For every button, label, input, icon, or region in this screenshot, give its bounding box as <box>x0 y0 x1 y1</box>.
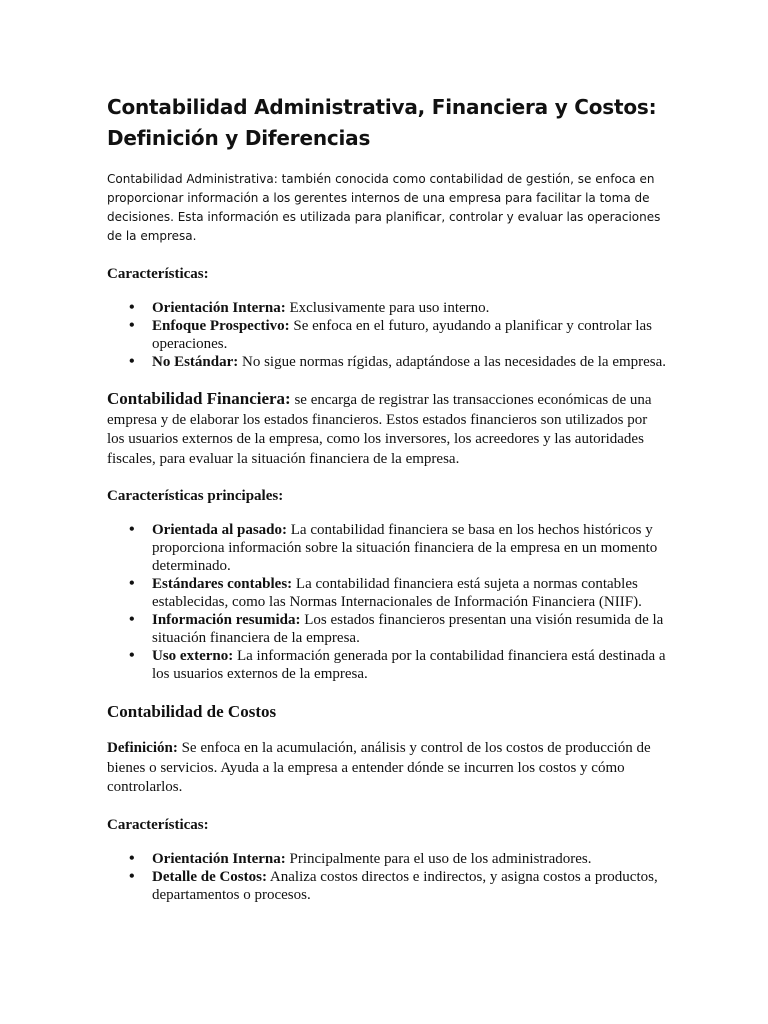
item-text: La contabilidad financiera se basa en los hechos históricos y proporciona información sobre la situación financiera de la empresa en un momento determinado. <box>152 522 658 574</box>
costos-definition-term: Definición: <box>107 740 178 756</box>
list-item <box>152 353 667 371</box>
admin-characteristics-list <box>107 299 667 371</box>
costos-characteristics-label: Características: <box>107 816 209 833</box>
list-item <box>152 521 667 575</box>
list-item <box>152 299 667 317</box>
item-term: Orientada al pasado: <box>152 522 288 538</box>
item-term: Uso externo: <box>152 648 234 664</box>
item-term: Orientación Interna: <box>152 850 286 867</box>
list-item <box>152 868 667 904</box>
financiera-lead: Contabilidad Financiera: <box>107 389 291 408</box>
item-term: No Estándar: <box>152 354 239 370</box>
item-text: Analiza costos directos e indirectos, y asigna costos a productos, departamentos o procesos. <box>152 868 658 903</box>
document-title: Contabilidad Administrativa, Financiera y Costos: Definición y Diferencias <box>107 95 657 150</box>
list-item <box>152 647 667 683</box>
item-text: La información generada por la contabilidad financiera está destinada a los usuarios externos de la empresa. <box>152 648 666 682</box>
costos-definition-text: Se enfoca en la acumulación, análisis y control de los costos de producción de bienes o servicios. Ayuda a la empresa a entender dónde se incurren los costos y cómo controlarlos. <box>107 740 651 795</box>
admin-intro-paragraph: Contabilidad Administrativa: también conocida como contabilidad de gestión, se enfoca en proporcionar información a los gerentes internos de una empresa para facilitar la toma de decisiones. Esta información es utilizada para planificar, controlar y evaluar las operaciones de la empresa. <box>107 172 661 243</box>
financiera-text: se encarga de registrar las transacciones económicas de una empresa y de elaborar los estados financieros. Estos estados financieros son utilizados por los usuarios externos de la empresa, como los inversores, los acreedores y las autoridades fiscales, para evaluar la situación financiera de la empresa. <box>107 392 652 467</box>
item-text: Los estados financieros presentan una visión resumida de la situación financiera de la empresa. <box>152 612 664 646</box>
list-item <box>152 850 667 868</box>
item-text: No sigue normas rígidas, adaptándose a las necesidades de la empresa. <box>238 354 667 370</box>
document-page <box>107 92 667 922</box>
list-item <box>152 611 667 647</box>
list-item <box>152 575 667 611</box>
item-term: Estándares contables: <box>152 576 293 592</box>
item-text: Se enfoca en el futuro, ayudando a planificar y controlar las operaciones. <box>152 318 652 352</box>
financiera-characteristics-list <box>107 521 667 683</box>
financiera-characteristics-label: Características principales: <box>107 488 284 504</box>
costos-characteristics-list <box>107 850 667 904</box>
item-term: Enfoque Prospectivo: <box>152 318 290 334</box>
item-text: Exclusivamente para uso interno. <box>285 300 490 316</box>
item-term: Detalle de Costos: <box>152 868 267 885</box>
item-term: Orientación Interna: <box>152 300 286 316</box>
item-term: Información resumida: <box>152 612 301 628</box>
admin-characteristics-label: Características: <box>107 266 209 282</box>
costos-heading: Contabilidad de Costos <box>107 702 277 721</box>
costos-definition-paragraph <box>107 739 667 798</box>
list-item <box>152 317 667 353</box>
item-text: Principalmente para el uso de los administradores. <box>285 850 592 867</box>
item-text: La contabilidad financiera está sujeta a normas contables establecidas, como las Normas Internacionales de Información Financiera (NIIF). <box>152 576 642 610</box>
financiera-paragraph <box>107 389 667 469</box>
